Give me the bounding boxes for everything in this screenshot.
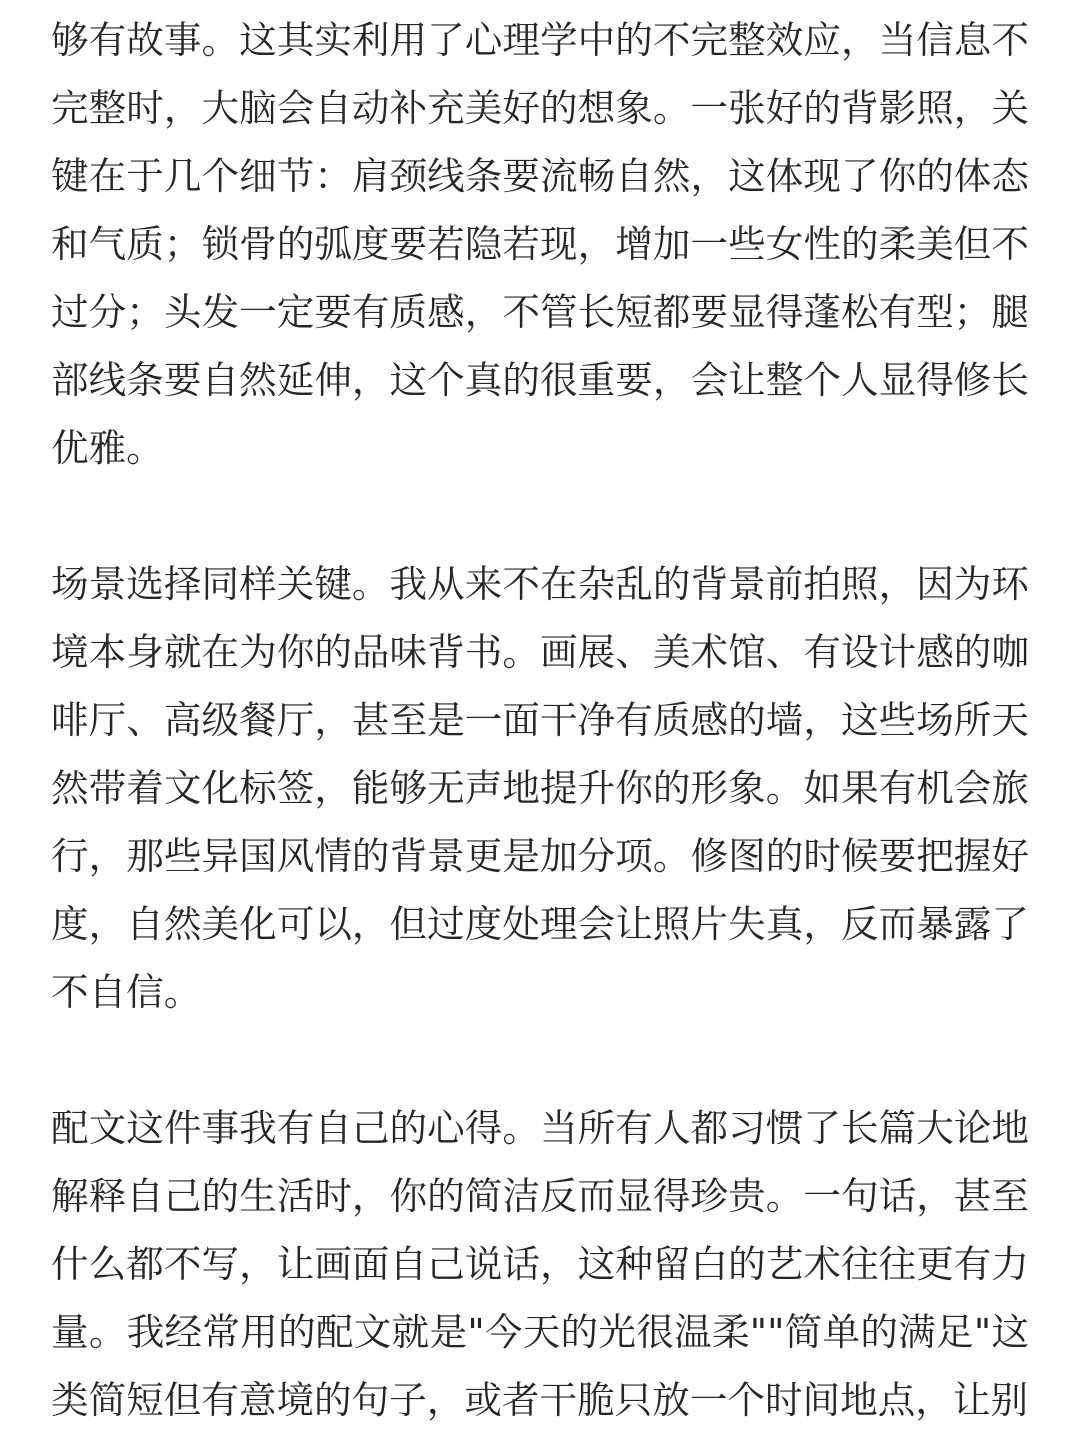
paragraph-caption-writing: 配文这件事我有自己的心得。当所有人都习惯了长篇大论地解释自己的生活时，你的简洁反而显得珍贵。一句话，甚至什么都不写，让画面自己说话，这种留白的艺术往往更有力量。我经常用的配文就是"今天的光很温柔""简单的满足"这类简短但有意境的句子，或者干脆只放一个时间地点，让别 (51, 1106, 1029, 1422)
paragraph-back-photo: 够有故事。这其实利用了心理学中的不完整效应，当信息不完整时，大脑会自动补充美好的想象。一张好的背影照，关键在于几个细节：肩颈线条要流畅自然，这体现了你的体态和气质；锁骨的弧度要若隐若现，增加一些女性的柔美但不过分；头发一定要有质感，不管长短都要显得蓬松有型；腿部线条要自然延伸，这个真的很重要，会让整个人显得修长优雅。 (51, 18, 1029, 470)
paragraph-spacer (51, 1026, 1029, 1094)
paragraph-scene-selection: 场景选择同样关键。我从来不在杂乱的背景前拍照，因为环境本身就在为你的品味背书。画展、美术馆、有设计感的咖啡厅、高级餐厅，甚至是一面干净有质感的墙，这些场所天然带着文化标签，能够无声地提升你的形象。如果有机会旅行，那些异国风情的背景更是加分项。修图的时候要把握好度，自然美化可以，但过度处理会让照片失真，反而暴露了不自信。 (51, 562, 1029, 1014)
article-body (51, 6, 1029, 1434)
paragraph-spacer (51, 482, 1029, 550)
